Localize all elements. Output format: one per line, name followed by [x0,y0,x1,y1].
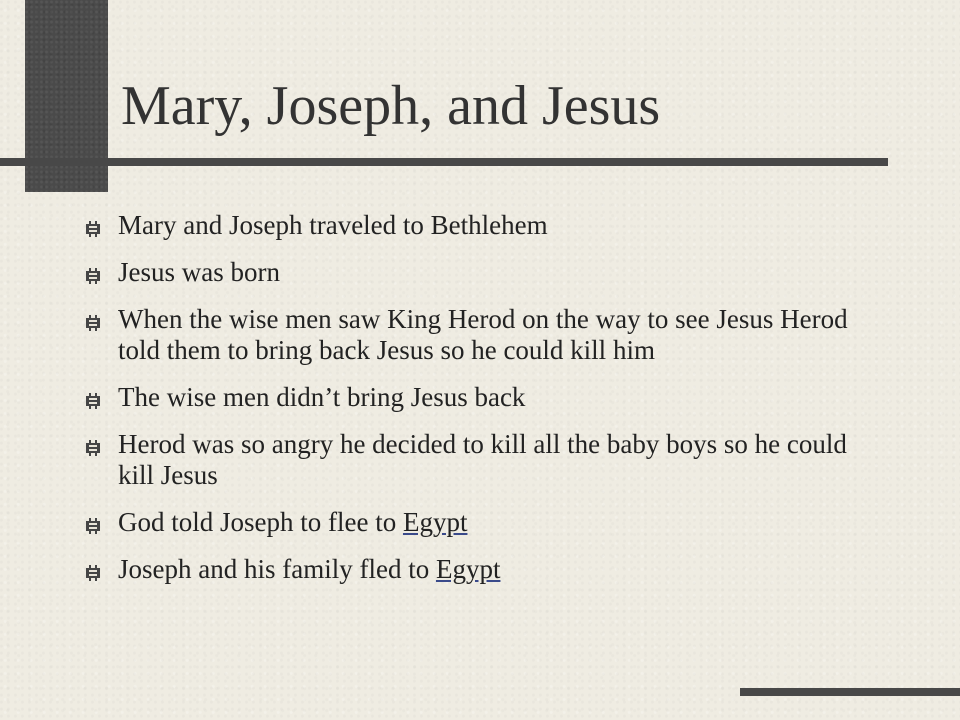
bullet-text: When the wise men saw King Herod on the way to see Jesus Herod told them to bring back Jesus so he could kill him [118,304,848,365]
bullet-text: The wise men didn’t bring Jesus back [118,382,526,412]
bullet-text: Jesus was born [118,257,280,287]
title-divider-line [0,158,888,166]
bullet-item [86,257,876,288]
footer-divider-line [740,688,960,696]
slide-title: Mary, Joseph, and Jesus [121,75,661,137]
square-bullet-icon [86,221,100,237]
bullet-item [86,554,876,585]
bullet-item [86,304,876,366]
square-bullet-icon [86,518,100,534]
bullet-text: Mary and Joseph traveled to Bethlehem [118,210,548,240]
bullet-list [86,210,876,601]
square-bullet-icon [86,565,100,581]
bullet-item [86,429,876,491]
square-bullet-icon [86,393,100,409]
bullet-item [86,507,876,538]
bullet-text [118,507,467,538]
egypt-link[interactable]: Egypt [402,507,468,537]
bullet-text [118,554,500,585]
square-bullet-icon [86,315,100,331]
bullet-text-part: Joseph and his family fled to [118,554,436,584]
square-bullet-icon [86,268,100,284]
bullet-item [86,382,876,413]
square-bullet-icon [86,440,100,456]
bullet-text: Herod was so angry he decided to kill all the baby boys so he could kill Jesus [118,429,847,490]
bullet-text-part: God told Joseph to flee to [118,507,403,537]
egypt-link[interactable]: Egypt [435,554,501,584]
bullet-item [86,210,876,241]
